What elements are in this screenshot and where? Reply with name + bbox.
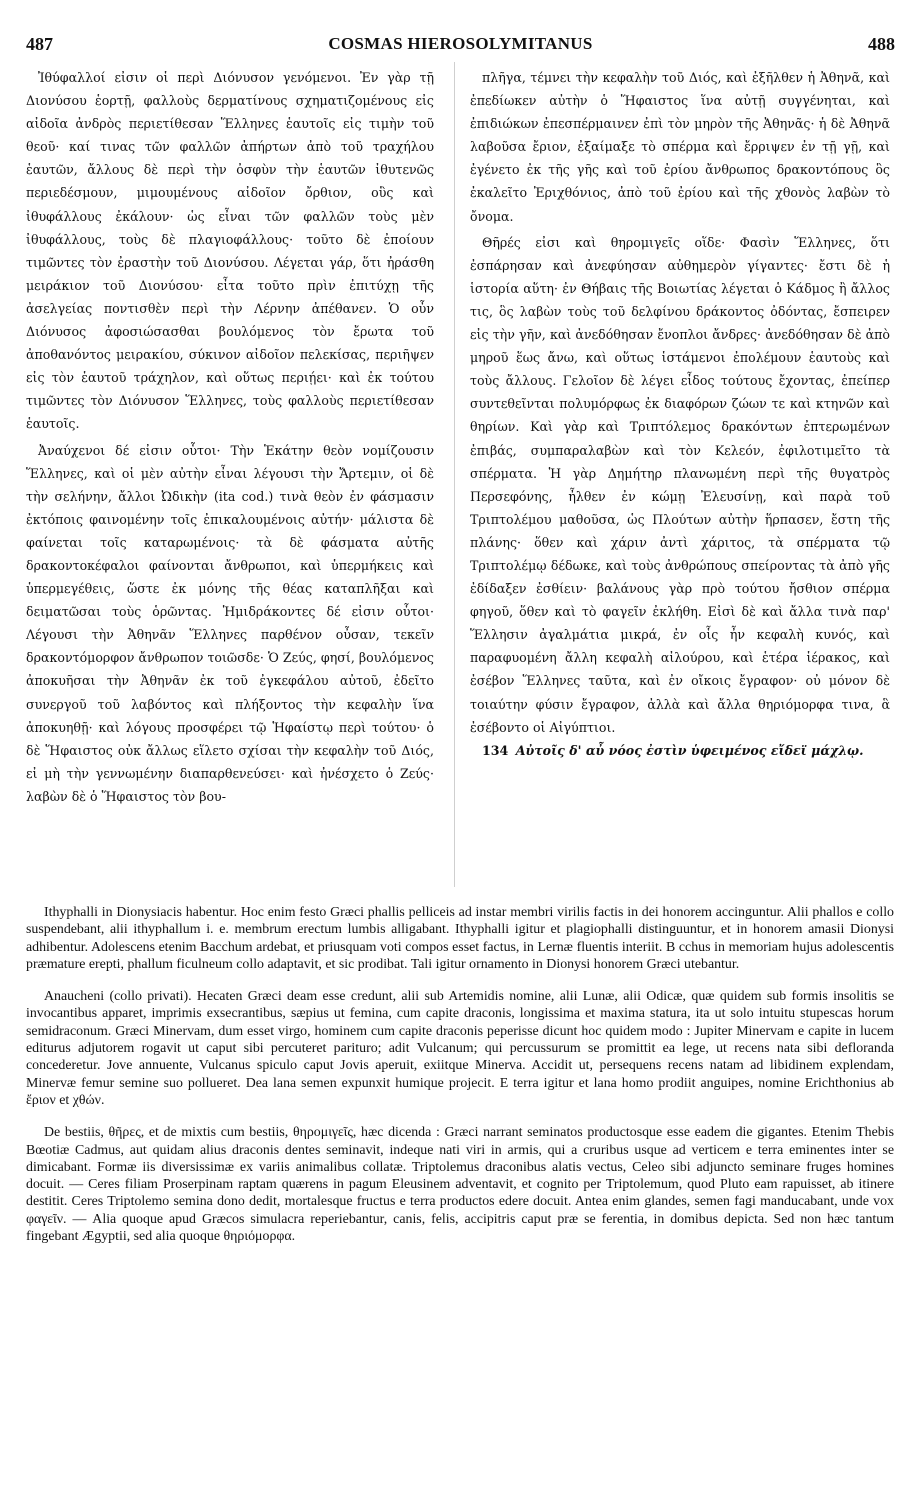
page-header — [26, 34, 895, 58]
verse-reference-number: 134 — [482, 742, 509, 758]
page-number-right: 488 — [868, 34, 895, 54]
page-number-left: 487 — [26, 34, 53, 54]
verse-reference-text: Αὐτοῖς δ' αὖ νόος ἐστὶν ὑφειμένος εἴδεϊ μάχλῳ. — [515, 742, 864, 758]
greek-column-right — [470, 66, 890, 762]
column-divider — [454, 62, 455, 887]
greek-paragraph-theres: Θῆρές εἰσι καὶ θηρομιγεῖς οἵδε· Φασὶν Ἕλληνες, ὅτι ἐσπάρησαν καὶ ἀνεφύησαν αὐθημερὸν γίγαντες· ἔστι δὲ ἡ ἱστορία αὕτη· ἐν Θήβαις τῆς Βοιωτίας λέγεται ὁ Κάδμος ἢ ἄλλος τις, ὃς λαβὼν τοὺς τοῦ δελφίνου δράκοντος ὀδόντας, ἔσπειρεν εἰς τὴν γῆν, καὶ ἀνεδόθησαν ἔνοπλοι ἄνδρες· ἀνεδόθησαν δὲ ἀπὸ μηροῦ ἕως ἄνω, καὶ οὕτως ἱστάμενοι ἐπολέμουν ἑαυτοὺς καὶ τοὺς ἄλλους. Γελοῖον δὲ λέγει εἶδος τούτους ἔχοντας, ἐπείπερ συντεθεῖνται πολυμόρφως ἐκ διαφόρων ζώων τε καὶ κτηνῶν καὶ θηρίων. Καὶ γὰρ καὶ Τριπτόλεμος δρακόντων ἐπτερωμένων ἐπιβάς, συμπαραλαβὼν καὶ τὸν Κελεόν, ἐφιλοτιμεῖτο τὰ σπέρματα. Ἡ γὰρ Δημήτηρ πλανωμένη περὶ τῆς θυγατρὸς Περσεφόνης, ἦλθεν ἐν κώμῃ Ἐλευσίνῃ, καὶ παρὰ τοῦ Τριπτολέμου μαθοῦσα, ὡς Πλούτων αὐτὴν ἥρπασεν, ἔστη τῆς πλάνης· ὅθεν καὶ χάριν ἀντὶ χάριτος, τὰ σπέρματα τῷ Τριπτολέμῳ δέδωκε, καὶ τοὺς ἀνθρώπους σπείροντας τὰ ἀπὸ γῆς ἐδίδαξεν ἐσθίειν· βαλάνους γὰρ πρὸ τούτου ἤσθιον σπέρμα φηγοῦ, ὅθεν καὶ τὸ φαγεῖν ἐκλήθη. Εἰσὶ δὲ καὶ ἄλλα τινὰ παρ' Ἕλλησιν ἀγαλμάτια μικρά, ἐν οἷς ἦν κεφαλὴ κυνός, καὶ παραφυομένη ἄλλη κεφαλὴ αἰλούρου, καὶ ἑτέρα ἱέρακος, καὶ ἐσέβον Ἕλληνες ταῦτα, καὶ ἐν οἴκοις ἔγραφον· οὐ μόνον δὲ τοιαύτην φύσιν ἔγραφον, ἀλλὰ καὶ ἄλλα θηριόμορφα τινα, ἃ ἐσέβοντο οἱ Αἰγύπτιοι. — [470, 234, 890, 735]
greek-column-left — [26, 66, 434, 808]
greek-paragraph-erichthonius: πλῆγα, τέμνει τὴν κεφαλὴν τοῦ Διός, καὶ ἐξῆλθεν ἡ Ἀθηνᾶ, καὶ ἐπεδίωκεν αὐτὴν ὁ Ἥφαιστος ἵνα αὐτῇ συγγένηται, καὶ ἐπιδιώκων ἐπεσπέρμαινεν ἐπὶ τὸν μηρὸν τῆς Ἀθηνᾶς· ἡ δὲ Ἀθηνᾶ λαβοῦσα ἔριον, ἐξαίμαξε τὸ σπέρμα καὶ ἔρριψεν ἐν τῇ γῇ, καὶ ἐγένετο ἐκ τῆς γῆς καὶ τοῦ ἐρίου ἄνθρωπος δρακοντόπους ὃς ἐκαλεῖτο Ἐριχθόνιος, ἀπὸ τοῦ ἐρίου καὶ τῆς χθονὸς λαβὼν τὸ ὄνομα. — [470, 70, 890, 224]
greek-paragraph-ithyphalli: Ἰθύφαλλοί εἰσιν οἱ περὶ Διόνυσον γενόμενοι. Ἐν γὰρ τῇ Διονύσου ἑορτῇ, φαλλοὺς δερματίνους σχηματιζομένους εἰς αἰδοῖα ἀνδρὸς περιετίθεσαν Ἕλληνες ἑαυτοῖς εἰς τιμὴν τοῦ θεοῦ· καί τινας τῶν φαλλῶν ἀπήρτων ἀπὸ τοῦ τραχήλου ἑαυτῶν, ἄλλους δὲ περὶ τὴν ὀσφὺν τὴν ἑαυτῶν ἰθυτενῶς περιεδέσμουν, μιμουμένους αἰδοῖον ὄρθιον, οὓς καὶ ἰθυφάλλους ἐκάλουν· ὡς εἶναι τῶν φαλλῶν τοὺς μὲν ἰθυφάλλους, τοὺς δὲ πλαγιοφάλλους· τοῦτο δὲ ἐποίουν τιμῶντες τὸν ἐραστὴν τοῦ Διονύσου. Λέγεται γάρ, ὅτι ἠράσθη μειράκιον τοῦ Διονύσου· εἶτα τοῦτο πρὶν ἐπιτύχῃ τῆς ἀσελγείας ποντισθὲν περὶ τὴν Λέρνην ἀπέθανεν. Ὁ οὖν Διόνυσος ἀφοσιώσασθαι βουλόμενος τὸν ἔρωτα τοῦ ἀποθανόντος μειρακίου, σύκινον αἰδοῖον πελεκίσας, περιῆψεν εἰς τὸν ἑαυτοῦ τράχηλον, καὶ οὕτως περιῄει· καὶ ἐκ τούτου τιμῶντες τὸν Διόνυσον Ἕλληνες, τοὺς φαλλοὺς περιετίθεσαν ἑαυτοῖς. — [26, 70, 434, 432]
verse-reference — [470, 739, 890, 762]
greek-paragraph-anaucheni: Ἀναύχενοι δέ εἰσιν οὗτοι· Τὴν Ἑκάτην θεὸν νομίζουσιν Ἕλληνες, καὶ οἱ μὲν αὐτὴν εἶναι λέγουσι τὴν Ἄρτεμιν, οἱ δὲ τὴν σελήνην, ἄλλοι Ὠδικὴν (ita cod.) τινὰ θεὸν ἐν φάσμασιν ἐκτόποις φαινομένην τοῖς ἐπικαλουμένοις αὐτήν· μάλιστα δὲ φαίνεται τοῖς καταρωμένοις· τὰ δὲ φάσματα αὐτῆς δρακοντοκέφαλοι φαίνονται ἄνθρωποι, καὶ ὑπερμήκεις καὶ ὑπερμεγέθεις, ὥστε ἐκ μόνης τῆς θέας καταπλῆξαι καὶ δειματῶσαι τοὺς ὁρῶντας. Ἡμιδράκοντες δέ εἰσιν οὗτοι· Λέγουσι τὴν Ἀθηνᾶν Ἕλληνες παρθένον οὖσαν, τεκεῖν δρακοντόμορφον ἄνθρωπον τοιῶσδε· Ὁ Ζεύς, φησί, βουλόμενος ἀποκυῆσαι τὴν Ἀθηνᾶν ἐκ τοῦ ἐγκεφάλου αὐτοῦ, ἐδεῖτο συνεργοῦ τοῦ λαβόντος καὶ πλήξοντος τὴν κεφαλὴν ἵνα ἀποκυηθῇ· καὶ λόγους προσφέρει τῷ Ἡφαίστῳ περὶ τούτου· ὁ δὲ Ἥφαιστος οὐκ ἄλλως εἵλετο σχίσαι τὴν κεφαλὴν τοῦ Διός, εἰ μὴ τὴν γεννωμένην διαπαρθενεύσει· καὶ ἠνέσχετο ὁ Ζεύς· λαβὼν δὲ ὁ Ἥφαιστος τὸν βου- — [26, 442, 434, 804]
latin-paragraph-bestiis: De bestiis, θῆρες, et de mixtis cum bestiis, θηρομιγεῖς, hæc dicenda : Græci narrant seminatos productosque esse eadem die gigantes. Etenim Thebis Bœotiæ Cadmus, aut quidam alius draconis dentes seminavit, indeque nati viri in armis, qui a cruribus usque ad verticem e terra eminentes inter se dimicabant. Formæ iis diversissimæ ex variis animalibus collatæ. Triptolemus draconibus alatis vectus, Celeo sibi adjuncto seminare fruges homines docuit. — Ceres filiam Proserpinam raptam quærens in pagum Eleusinem adventavit, et cognito per Triptolemum, quod Pluto eam rapuisset, ab itinere destitit. Ceres Triptolemo semina dono dedit, mortalesque fructus e terra productos edere docuit. Antea enim glandes, semen fagi manducabant, unde vox φαγεῖν. — Alia quoque apud Græcos simulacra reperiebantur, canis, felis, accipitris caput præ se ferentia, in domibus depicta. Sed non hæc tantum fingebant Ægyptii, sed alia quoque θηριόμορφα. — [26, 1125, 894, 1245]
running-title: COSMAS HIEROSOLYMITANUS — [328, 34, 593, 53]
latin-paragraph-ithyphalli: Ithyphalli in Dionysiacis habentur. Hoc enim festo Græci phallis pelliceis ad instar membri virilis factis in dei honorem accinguntur. Alii phallos e collo suspendebant, alii ithyphallum i. e. membrum erectum lumbis alligabant. Ithyphalli igitur et plagiophalli distinguuntur, et in honorem amasii Dionysi adhibentur. Adolescens etenim Bacchum ardebat, et priusquam voti compos esset factus, in Lernæ fluentis interiit. B cchus in memoriam hujus adolescentis præmature erepti, phallum ficulneum collo adaptavit, et sic prodibat. Tali igitur ornamento in Dionysi honorem Græci utebantur. — [26, 905, 894, 972]
latin-translation — [26, 904, 894, 1245]
latin-paragraph-anaucheni: Anaucheni (collo privati). Hecaten Græci deam esse credunt, alii sub Artemidis nomine, alii Lunæ, alii Odicæ, quæ quidem sub formis insolitis se invocantibus apparet, imprimis exsecrantibus, sæpius ut femina, cum capite draconis, longissima et maxima statura, ita ut solo intuitu stupescas horum semidraconum. Græci Minervam, dum esset virgo, hominem cum capite draconis peperisse dicunt hoc quidem modo : Jupiter Minervam e capite in lucem editurus adjutorem rogavit ut caput sibi percuteret parituro; adit Vulcanum; qui percussurum se promittit ea lege, ut recens nata sibi deflorandа concederetur. Jove annuente, Vulcanus spiculo caput Jovis aperuit, exiitque Minerva. Accidit ut, persequens recens natam ad libidinem explendam, Minervæ femur semine suo pollueret. Dea lana semen expunxit humique projecit. E terra igitur et lana homo prodiit anguipes, nomine Erichthonius ab ἔριον et χθών. — [26, 989, 894, 1108]
